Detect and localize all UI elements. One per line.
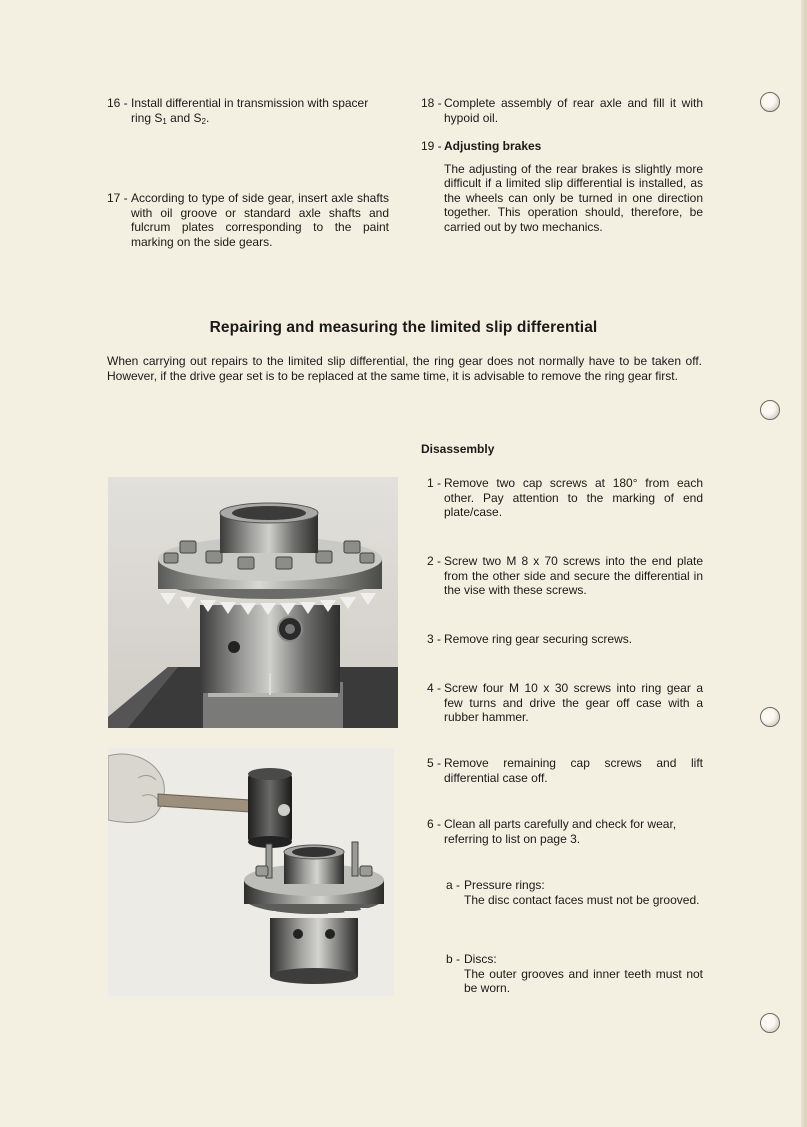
step-number: 19 -	[421, 139, 442, 153]
binder-hole	[760, 92, 780, 112]
step-17	[107, 191, 389, 249]
disassembly-title: Disassembly	[421, 442, 495, 456]
disassembly-step-2	[427, 554, 703, 598]
section-heading: Repairing and measuring the limited slip differential	[209, 319, 598, 336]
binder-hole	[760, 707, 780, 727]
hammer-illustration	[108, 748, 394, 996]
substep-content	[464, 952, 703, 996]
step-content	[444, 139, 703, 234]
disassembly-step-6	[427, 817, 703, 846]
step-text: Install differential in transmission with spacer ring $S_1$ and $S_2$.	[131, 96, 369, 126]
step-number: 2 -	[427, 554, 442, 568]
photo-driving-gear-off	[108, 748, 394, 996]
step-number: 3 -	[427, 632, 442, 646]
step-text: According to type of side gear, insert axle shafts with oil groove or standard axle shafts and fulcrum plates corresponding to the paint marking on the side gears.	[131, 191, 389, 249]
step-19	[421, 139, 703, 234]
step-text: Complete assembly of rear axle and fill it with hypoid oil.	[444, 96, 703, 125]
substep-label: b -	[446, 952, 461, 966]
disassembly-step-4	[427, 681, 703, 725]
substep-label: a -	[446, 878, 461, 892]
binder-hole	[760, 1013, 780, 1033]
disassembly-step-1	[427, 476, 703, 520]
step-text: Screw two M 8 x 70 screws into the end plate from the other side and secure the differential in the vise with these screws.	[444, 554, 703, 597]
step-text: The adjusting of the rear brakes is slightly more difficult if a limited slip differential is installed, as the wheels can only be turned in one direction together. This operation should, therefore, be carried out by two mechanics.	[444, 161, 703, 234]
step-text: Screw four M 10 x 30 screws into ring gear a few turns and drive the gear off case with a rubber hammer.	[444, 681, 703, 724]
step-text: Remove remaining cap screws and lift differential case off.	[444, 756, 703, 785]
differential-in-vise-illustration	[108, 477, 398, 728]
step-number: 4 -	[427, 681, 442, 695]
substep-title: Discs:	[464, 952, 497, 966]
step-number: 16 -	[107, 96, 128, 110]
page-edge	[801, 0, 807, 1127]
substep-text: The outer grooves and inner teeth must not be worn.	[464, 966, 703, 995]
step-18	[421, 96, 703, 125]
substep-b	[446, 952, 703, 996]
section-intro: When carrying out repairs to the limited slip differential, the ring gear does not normally have to be taken off. However, if the drive gear set is to be replaced at the same time, it is advisable to remove the ring gear first.	[107, 354, 702, 383]
step-title: Adjusting brakes	[444, 139, 542, 153]
step-number: 5 -	[427, 756, 442, 770]
disassembly-step-3	[427, 632, 703, 647]
substep-title: Pressure rings:	[464, 878, 545, 892]
step-text: Remove ring gear securing screws.	[444, 632, 633, 646]
disassembly-step-5	[427, 756, 703, 785]
substep-content	[464, 878, 703, 907]
substep-a	[446, 878, 703, 907]
step-number: 6 -	[427, 817, 442, 831]
step-16	[107, 96, 389, 129]
binder-hole	[760, 400, 780, 420]
step-number: 18 -	[421, 96, 442, 110]
step-text: Clean all parts carefully and check for wear, referring to list on page 3.	[444, 817, 677, 846]
step-number: 1 -	[427, 476, 442, 490]
substep-text: The disc contact faces must not be grooved.	[464, 892, 700, 907]
step-text: Remove two cap screws at 180° from each other. Pay attention to the marking of end plate/case.	[444, 476, 703, 519]
step-number: 17 -	[107, 191, 128, 205]
photo-differential-in-vise	[108, 477, 398, 728]
